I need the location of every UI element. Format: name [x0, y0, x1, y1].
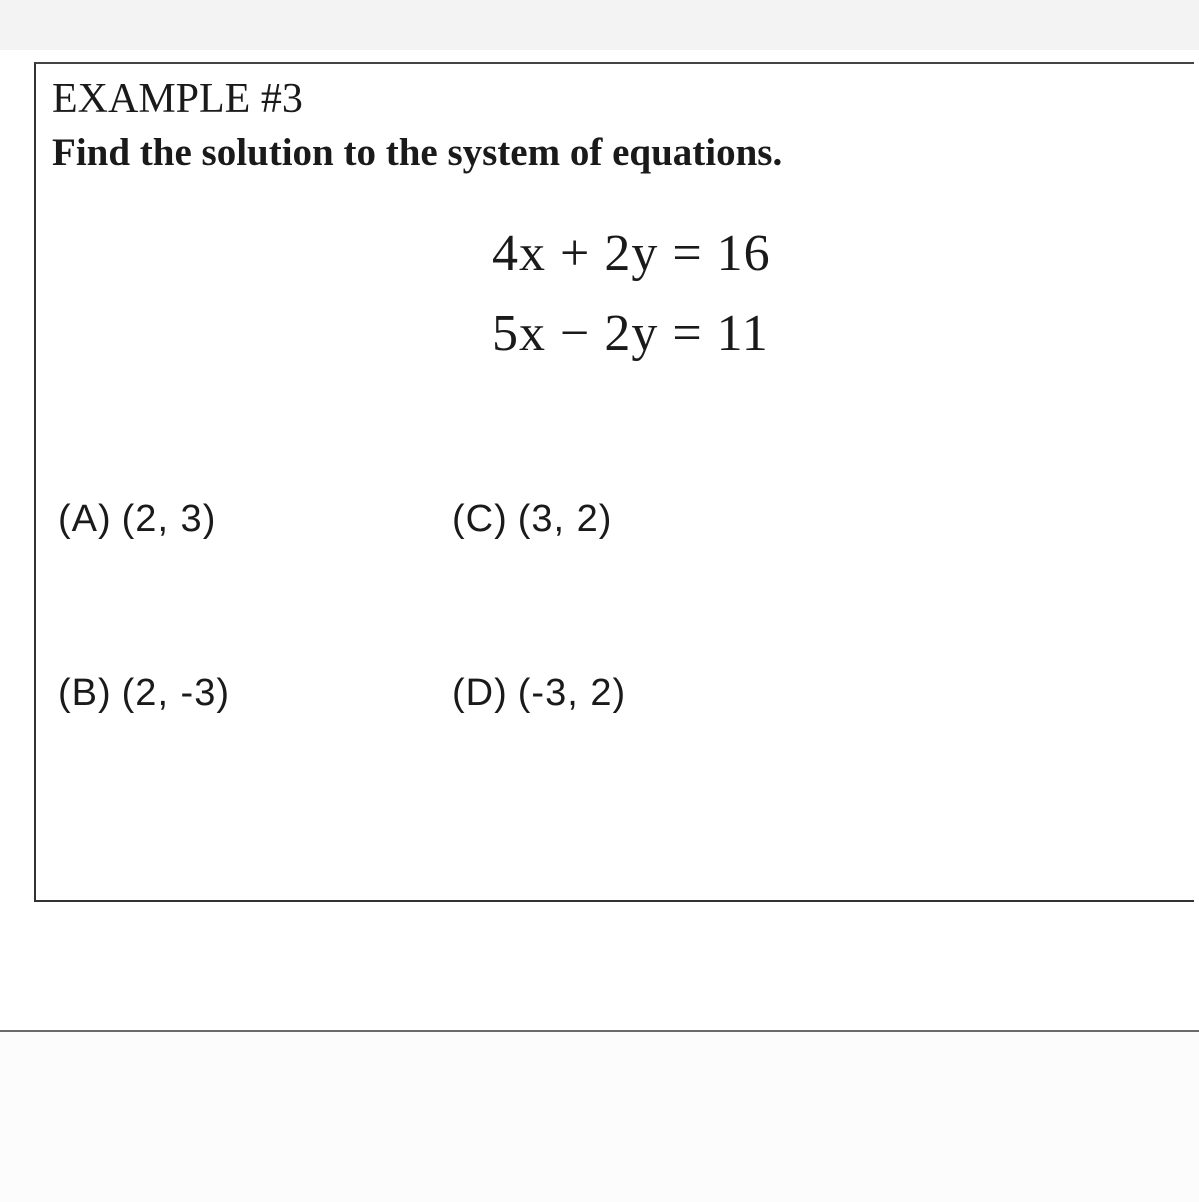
choice-value: (3, 2): [517, 498, 613, 540]
choice-value: (2, 3): [121, 498, 217, 540]
answer-choice-a[interactable]: [58, 494, 216, 544]
problem-box: [34, 62, 1194, 902]
problem-instruction: Find the solution to the system of equations.: [52, 131, 783, 174]
choice-value: (2, -3): [121, 672, 231, 714]
next-page-area: [0, 1030, 1199, 1202]
choice-letter: (A): [58, 498, 112, 540]
answer-choice-b[interactable]: [58, 668, 230, 718]
answer-choice-c[interactable]: [452, 494, 612, 544]
answer-choice-d[interactable]: [452, 668, 626, 718]
choice-value: (-3, 2): [517, 672, 627, 714]
equation-2: 5x − 2y = 11: [492, 305, 769, 362]
choice-letter: (C): [452, 498, 508, 540]
example-heading: EXAMPLE #3: [52, 76, 303, 122]
choice-letter: (D): [452, 672, 508, 714]
top-margin-strip: [0, 0, 1199, 50]
choice-letter: (B): [58, 672, 112, 714]
equation-1: 4x + 2y = 16: [492, 225, 771, 282]
